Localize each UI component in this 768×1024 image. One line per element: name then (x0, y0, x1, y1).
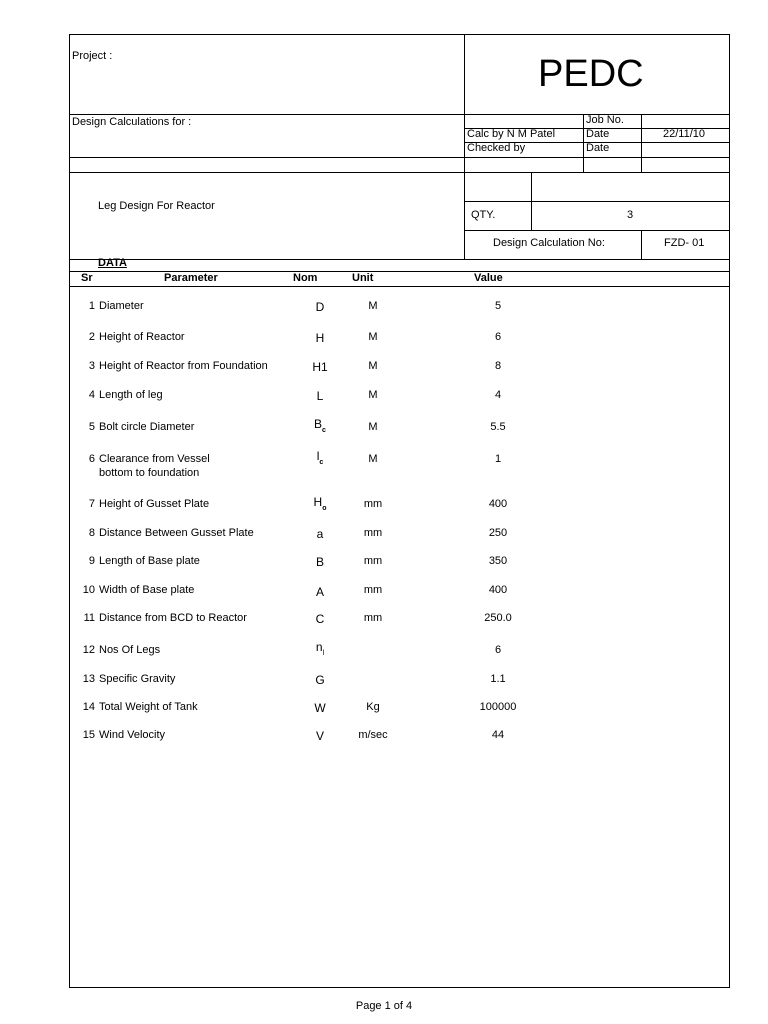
calc-no-label: Design Calculation No: (493, 237, 605, 249)
title-line-3 (69, 259, 730, 260)
row-value: 400 (488, 584, 508, 596)
qty-label: QTY. (471, 209, 496, 221)
row-parameter: Length of Base plate (99, 555, 200, 567)
data-section-label: DATA (98, 257, 127, 269)
row-value: 6 (494, 331, 502, 343)
col-header-unit: Unit (352, 272, 374, 284)
row-sr: 12 (82, 644, 95, 656)
row-unit: m/sec (358, 729, 388, 741)
row-unit: Kg (366, 701, 380, 713)
design-calc-for-label: Design Calculations for : (72, 116, 192, 128)
row-sr: 7 (88, 498, 95, 510)
row-nom: L (316, 389, 324, 403)
row-parameter: Distance from BCD to Reactor (99, 612, 247, 624)
row-parameter: Wind Velocity (99, 729, 166, 741)
header-col-1 (583, 114, 584, 172)
row-nom: B (315, 555, 324, 569)
row-value: 1 (494, 453, 502, 465)
row-nom: $l_c$ (316, 449, 324, 466)
calc-no-value: FZD- 01 (664, 237, 705, 249)
row-value: 400 (488, 498, 508, 510)
row-sr: 9 (88, 555, 95, 567)
row-parameter: Width of Base plate (99, 584, 195, 596)
row-sr: 10 (82, 584, 95, 596)
qty-value: 3 (627, 209, 634, 221)
row-value: 5 (494, 300, 502, 312)
header-divider (464, 34, 465, 173)
row-nom: A (315, 585, 324, 599)
row-parameter: Nos Of Legs (99, 644, 161, 656)
header-line-5 (69, 172, 730, 173)
row-unit: M (368, 389, 378, 401)
row-parameter: Bolt circle Diameter (99, 421, 195, 433)
row-nom: $H_o$ (313, 495, 327, 512)
col-header-parameter: Parameter (164, 272, 218, 284)
date-label-2: Date (586, 142, 610, 154)
row-unit: mm (363, 612, 383, 624)
title-divider (464, 172, 465, 259)
row-unit: mm (363, 555, 383, 567)
row-parameter-line2: bottom to foundation (99, 467, 200, 479)
calc-subject: Leg Design For Reactor (98, 200, 215, 212)
date-label-1: Date (586, 128, 610, 140)
row-parameter: Distance Between Gusset Plate (99, 527, 254, 539)
row-value: 350 (488, 555, 508, 567)
row-nom: H1 (312, 360, 328, 374)
row-parameter: Total Weight of Tank (99, 701, 198, 713)
row-parameter: Height of Reactor (99, 331, 185, 343)
checked-by: Checked by (467, 142, 526, 154)
row-sr: 14 (82, 701, 95, 713)
row-nom: H (315, 331, 325, 345)
calc-by: Calc by N M Patel (467, 128, 556, 140)
row-nom: D (315, 300, 325, 314)
row-value: 6 (494, 644, 502, 656)
page-frame (69, 34, 730, 988)
row-value: 44 (491, 729, 505, 741)
row-value: 250 (488, 527, 508, 539)
row-unit: M (368, 331, 378, 343)
row-parameter: Length of leg (99, 389, 163, 401)
row-parameter: Specific Gravity (99, 673, 176, 685)
row-unit: mm (363, 527, 383, 539)
row-parameter: Diameter (99, 300, 144, 312)
row-unit: M (368, 300, 378, 312)
title-line-1 (464, 201, 730, 202)
title-col-2 (641, 230, 642, 259)
row-nom: a (316, 527, 324, 541)
row-sr: 3 (88, 360, 95, 372)
row-nom: $n_l$ (315, 640, 325, 657)
row-unit: M (368, 421, 378, 433)
row-sr: 13 (82, 673, 95, 685)
table-header-bottom (69, 286, 730, 287)
project-label: Project : (72, 50, 113, 62)
row-nom: W (314, 701, 326, 715)
title-line-2 (464, 230, 730, 231)
row-sr: 11 (83, 612, 95, 624)
header-line-4 (69, 157, 730, 158)
col-header-nom: Nom (293, 272, 318, 284)
row-sr: 1 (88, 300, 95, 312)
row-value: 1.1 (490, 673, 506, 685)
row-unit: mm (363, 498, 383, 510)
row-sr: 4 (88, 389, 95, 401)
row-nom: $B_c$ (314, 417, 326, 434)
row-sr: 6 (88, 453, 95, 465)
page-number: Page 1 of 4 (355, 1000, 413, 1012)
row-sr: 5 (88, 421, 95, 433)
row-parameter: Height of Gusset Plate (99, 498, 210, 510)
row-value: 250.0 (484, 612, 512, 624)
company-logo: PEDC (538, 53, 644, 95)
row-value: 8 (494, 360, 502, 372)
row-sr: 15 (82, 729, 95, 741)
row-nom: C (315, 612, 325, 626)
row-nom: V (315, 729, 324, 743)
col-header-sr: Sr (81, 272, 93, 284)
row-sr: 8 (88, 527, 95, 539)
row-value: 4 (494, 389, 502, 401)
row-sr: 2 (88, 331, 95, 343)
date-value-1: 22/11/10 (663, 128, 706, 140)
row-parameter: Height of Reactor from Foundation (99, 360, 268, 372)
job-no-label: Job No. (586, 114, 624, 126)
row-value: 5.5 (490, 421, 506, 433)
row-unit: mm (363, 584, 383, 596)
row-nom: G (315, 673, 325, 687)
row-unit: M (368, 453, 378, 465)
row-unit: M (368, 360, 378, 372)
row-parameter: Clearance from Vessel (99, 453, 210, 465)
col-header-value: Value (474, 272, 503, 284)
header-col-2 (641, 114, 642, 172)
header-line-1 (69, 114, 730, 115)
row-value: 100000 (479, 701, 517, 713)
